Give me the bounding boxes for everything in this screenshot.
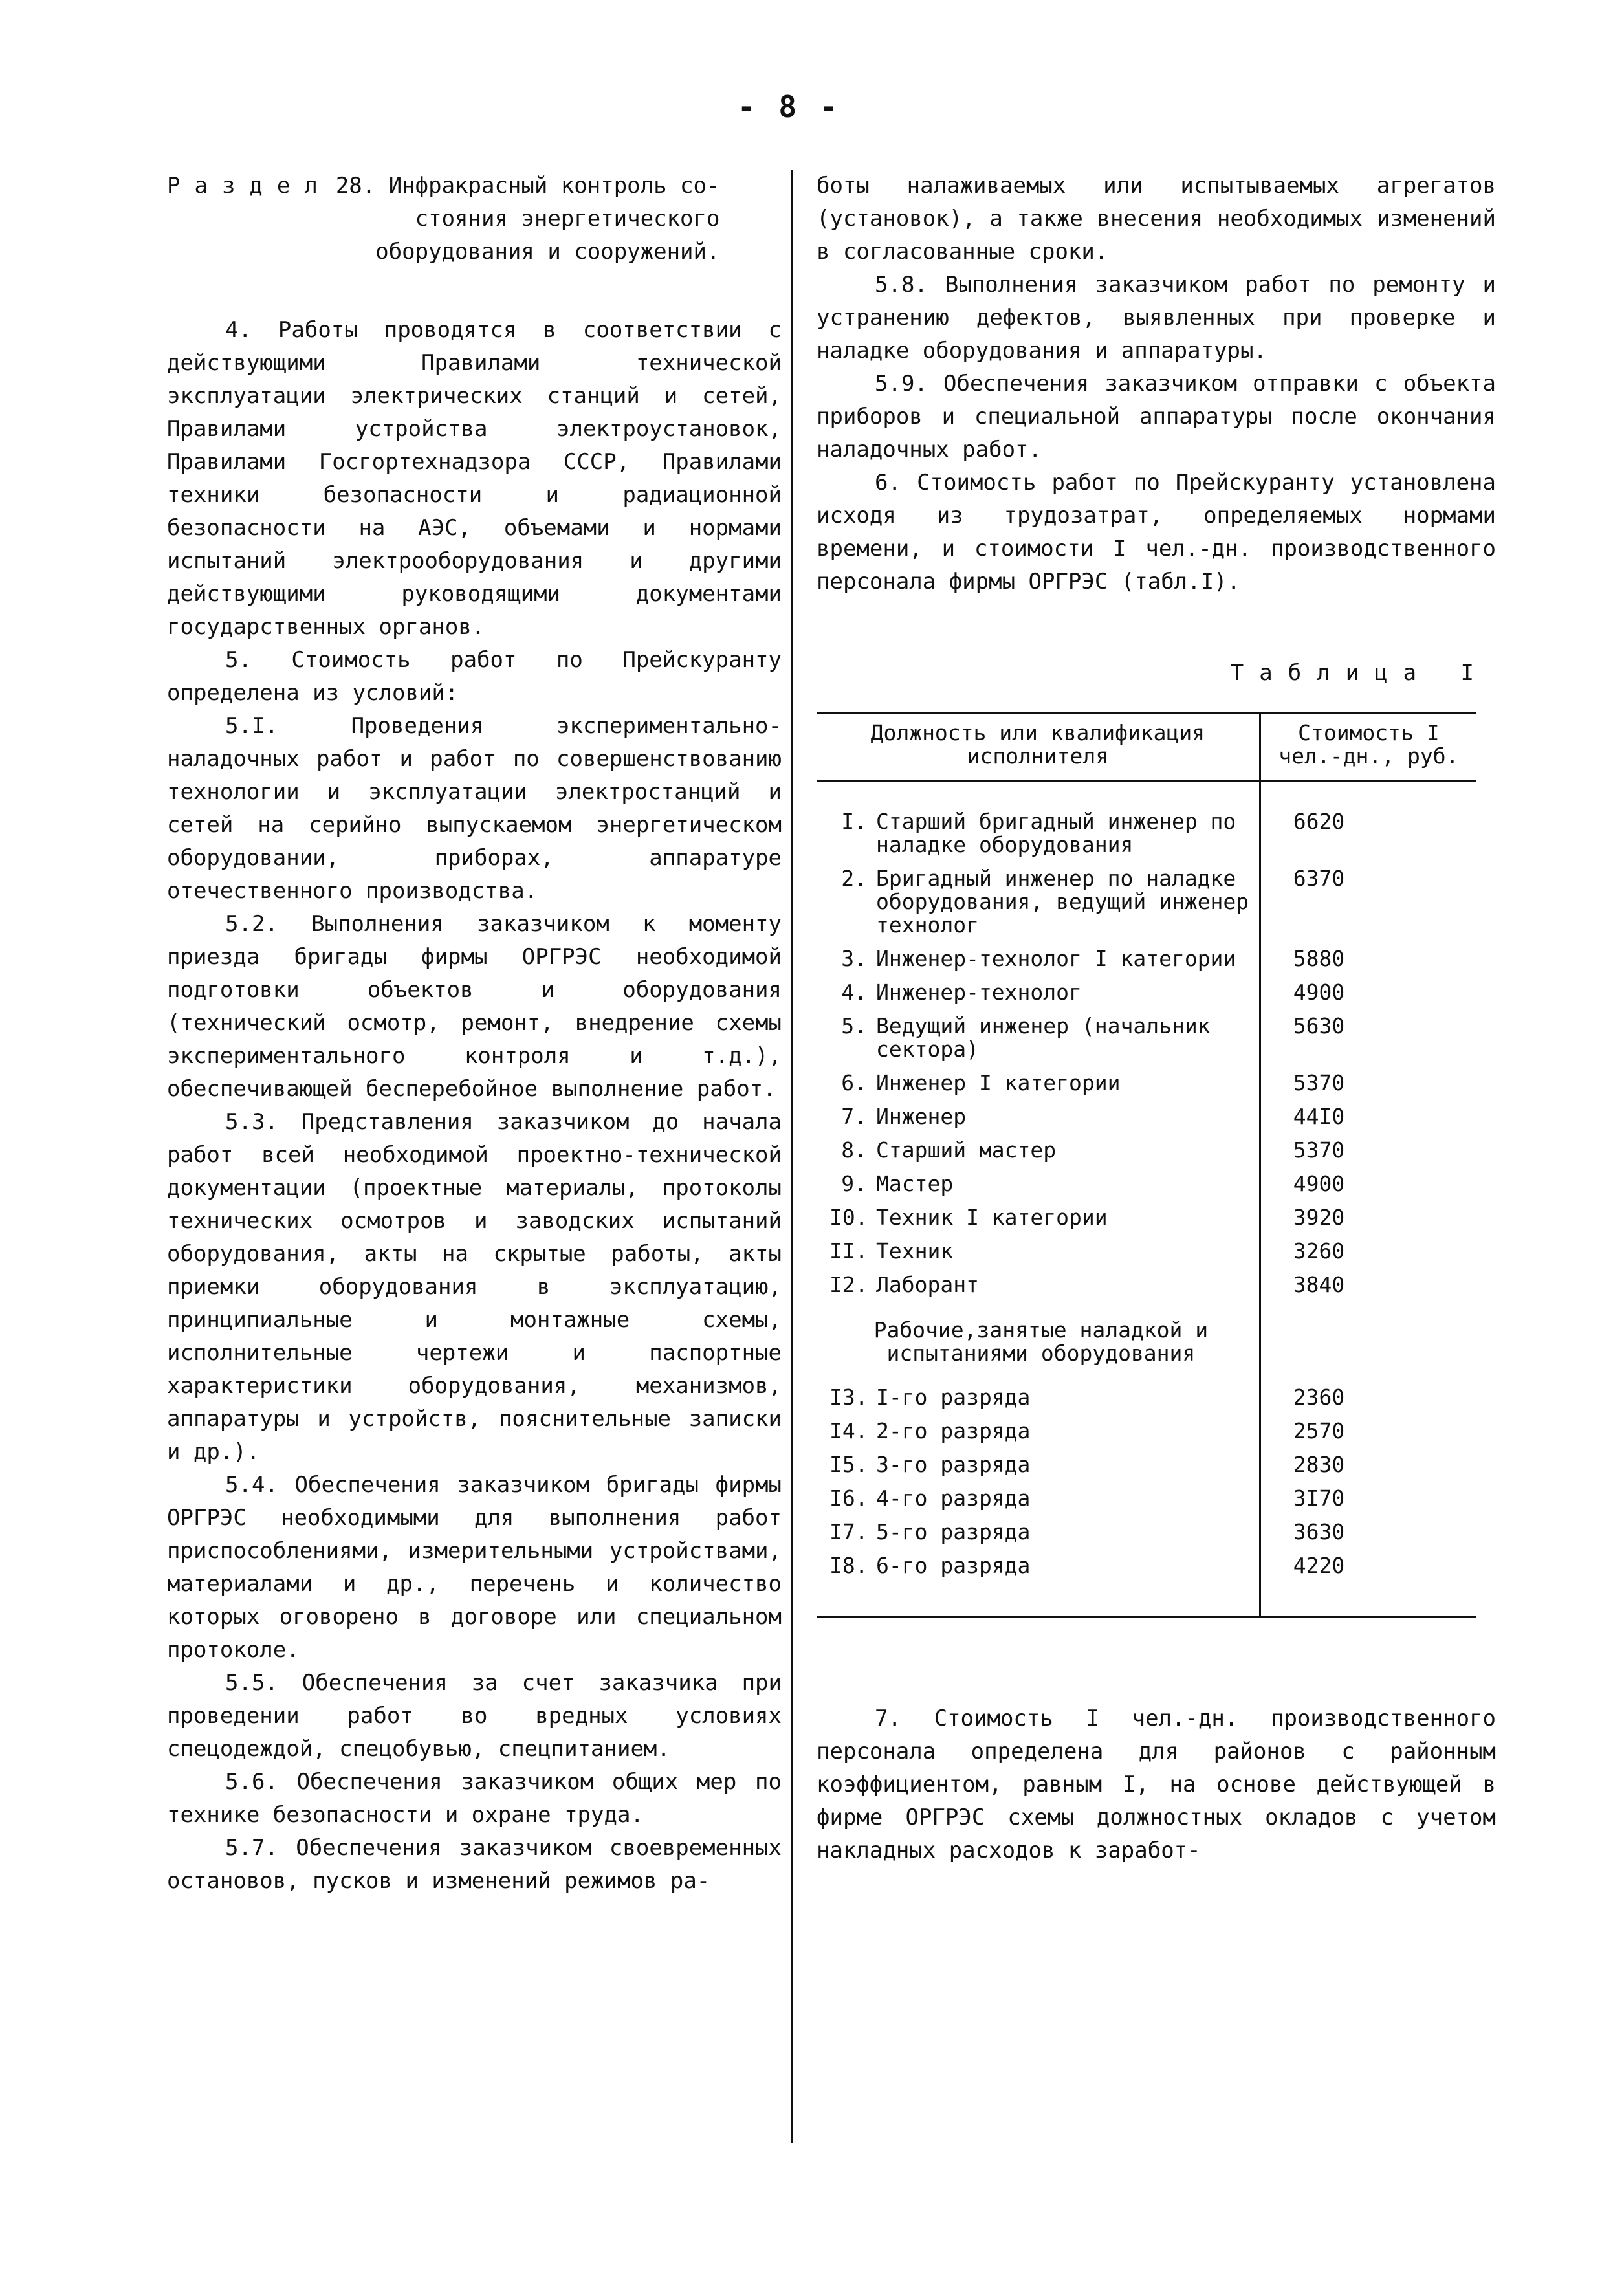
row-title: Техник bbox=[876, 1238, 954, 1264]
row-cost: 44I0 bbox=[1293, 1104, 1345, 1129]
row-title: Инженер-технолог bbox=[876, 980, 1082, 1005]
row-cost: 3I70 bbox=[1293, 1486, 1345, 1511]
paragraph-5-7: 5.7. Обеспечения заказчиком своевременных остановов, пусков и изменений режимов ра- bbox=[167, 1835, 782, 1894]
paragraph-5-1: 5.I. Проведения экспериментально-наладочных работ и работ по совершенствованию технологии и эксплуатации электростанций и сетей на серийно выпускаемом энергетическом оборудовании, приборах, аппаратуре отечественного производства. bbox=[167, 713, 782, 904]
row-number: 8. bbox=[841, 1137, 867, 1163]
group-label: Рабочие,занятые наладкой и испытаниями оборудования bbox=[817, 1302, 1260, 1381]
row-number: I. bbox=[841, 809, 867, 834]
row-cost: 2830 bbox=[1293, 1452, 1345, 1477]
row-title: 3-го разряда bbox=[876, 1452, 1031, 1477]
table-row bbox=[817, 1066, 1476, 1100]
row-title: Инженер bbox=[876, 1104, 967, 1129]
table-row bbox=[817, 1414, 1476, 1448]
row-number: 7. bbox=[841, 1104, 867, 1129]
row-number: II. bbox=[829, 1238, 868, 1264]
row-number: I0. bbox=[829, 1205, 868, 1230]
row-title: Техник I категории bbox=[876, 1205, 1108, 1230]
row-title: 4-го разряда bbox=[876, 1486, 1031, 1511]
row-cost: 3630 bbox=[1293, 1519, 1345, 1544]
table-row bbox=[817, 862, 1476, 942]
row-number: I7. bbox=[829, 1519, 868, 1544]
table-row bbox=[817, 1448, 1476, 1482]
row-number: 2. bbox=[841, 866, 867, 891]
row-cost: 6620 bbox=[1293, 809, 1345, 834]
section-label: Раздел bbox=[167, 173, 332, 199]
right-column bbox=[817, 170, 1496, 1867]
row-number: 4. bbox=[841, 980, 867, 1005]
row-cost: 4900 bbox=[1293, 1171, 1345, 1196]
row-title: Ведущий инженер (начальник сектора) bbox=[876, 1013, 1211, 1062]
paragraph-5-9: 5.9. Обеспечения заказчиком отправки с объекта приборов и специальной аппаратуры после окончания наладочных работ. bbox=[817, 371, 1496, 463]
row-cost: 5370 bbox=[1293, 1137, 1345, 1163]
paragraph-5-3: 5.3. Представления заказчиком до начала работ всей необходимой проектно-технической документации (проектные материалы, протоколы технических осмотров и заводских испытаний оборудования, акты на скрытые работы, акты приемки оборудования в эксплуатацию, принципиальные и монтажные схемы, исполнительные чертежи и паспортные характеристики оборудования, механизмов, аппаратуры и устройств, пояснительные записки и др.). bbox=[167, 1109, 782, 1465]
rates-table bbox=[817, 712, 1476, 1618]
section-title-line1: 28. Инфракрасный контроль со- bbox=[335, 173, 720, 199]
table-row bbox=[817, 1381, 1476, 1414]
table-row bbox=[817, 1009, 1476, 1066]
row-cost: 3260 bbox=[1293, 1238, 1345, 1264]
row-number: I2. bbox=[829, 1272, 868, 1297]
row-number: 5. bbox=[841, 1013, 867, 1038]
table-row bbox=[817, 1100, 1476, 1134]
paragraph-5-5: 5.5. Обеспечения за счет заказчика при проведении работ во вредных условиях спецодеждой, спецобувью, спецпитанием. bbox=[167, 1670, 782, 1762]
row-cost: 3840 bbox=[1293, 1272, 1345, 1297]
row-number: 9. bbox=[841, 1171, 867, 1196]
row-cost: 2360 bbox=[1293, 1385, 1345, 1410]
table-row bbox=[817, 1167, 1476, 1201]
row-title: Лаборант bbox=[876, 1272, 979, 1297]
row-title: 6-го разряда bbox=[876, 1553, 1031, 1578]
table-caption: Таблица I bbox=[1230, 660, 1489, 686]
table-row bbox=[817, 1549, 1476, 1618]
header-cost: Стоимость I чел.-дн., руб. bbox=[1278, 720, 1459, 769]
table-row bbox=[817, 942, 1476, 976]
row-cost: 5630 bbox=[1293, 1013, 1345, 1038]
table-group-row bbox=[817, 1302, 1476, 1381]
paragraph-5: 5. Стоимость работ по Прейскуранту определена из условий: bbox=[167, 647, 782, 706]
table-row bbox=[817, 976, 1476, 1009]
paragraph-5-6: 5.6. Обеспечения заказчиком общих мер по технике безопасности и охране труда. bbox=[167, 1769, 782, 1828]
row-cost: 3920 bbox=[1293, 1205, 1345, 1230]
paragraph-5-7-cont: боты налаживаемых или испытываемых агрегатов (установок), а также внесения необходимых изменений в согласованные сроки. bbox=[817, 173, 1496, 265]
row-number: I5. bbox=[829, 1452, 868, 1477]
section-title-line2: стояния энергетического bbox=[415, 206, 720, 232]
row-cost: 5880 bbox=[1293, 946, 1345, 971]
table-row bbox=[817, 1134, 1476, 1167]
table-row bbox=[817, 1268, 1476, 1302]
row-cost: 4900 bbox=[1293, 980, 1345, 1005]
row-cost: 6370 bbox=[1293, 866, 1345, 891]
row-title: I-го разряда bbox=[876, 1385, 1031, 1410]
paragraph-4: 4. Работы проводятся в соответствии с действующими Правилами технической эксплуатации электрических станций и сетей, Правилами устройства электроустановок, Правилами Госгортехнадзора СССР, Правилами техники безопасности и радиационной безопасности на АЭС, объемами и нормами испытаний электрооборудования и другими действующими руководящими документами государственных органов. bbox=[167, 317, 782, 640]
section-title bbox=[336, 170, 720, 269]
row-cost: 4220 bbox=[1293, 1553, 1345, 1578]
row-number: I4. bbox=[829, 1418, 868, 1443]
row-number: I8. bbox=[829, 1553, 868, 1578]
paragraph-6: 6. Стоимость работ по Прейскуранту установлена исходя из трудозатрат, определяемых нормами времени, и стоимости I чел.-дн. производственного персонала фирмы ОРГРЭС (табл.I). bbox=[817, 470, 1496, 595]
row-title: Бригадный инженер по наладке оборудования, ведущий инженер технолог bbox=[876, 866, 1249, 938]
row-title: 2-го разряда bbox=[876, 1418, 1031, 1443]
row-number: 6. bbox=[841, 1070, 867, 1095]
row-title: 5-го разряда bbox=[876, 1519, 1031, 1544]
table-header-row bbox=[817, 713, 1476, 781]
row-title: Старший мастер bbox=[876, 1137, 1057, 1163]
row-number: I3. bbox=[829, 1385, 868, 1410]
table-row bbox=[817, 1482, 1476, 1515]
paragraph-5-8: 5.8. Выполнения заказчиком работ по ремонту и устранению дефектов, выявленных при проверке и наладке оборудования и аппаратуры. bbox=[817, 272, 1496, 364]
paragraph-5-2: 5.2. Выполнения заказчиком к моменту приезда бригады фирмы ОРГРЭС необходимой подготовки объектов и оборудования (технический осмотр, ремонт, внедрение схемы экспериментального контроля и т.д.), обеспечивающей бесперебойное выполнение работ. bbox=[167, 911, 782, 1102]
row-cost: 5370 bbox=[1293, 1070, 1345, 1095]
table-row bbox=[817, 1234, 1476, 1268]
section-heading bbox=[167, 170, 782, 269]
left-column bbox=[167, 170, 782, 1898]
paragraph-7: 7. Стоимость I чел.-дн. производственного персонала определена для районов с районным коэффициентом, равным I, на основе действующей в фирме ОРГРЭС схемы должностных окладов с учетом накладных расходов к заработ- bbox=[817, 1706, 1496, 1863]
row-title: Инженер I категории bbox=[876, 1070, 1121, 1095]
section-title-line3: оборудования и сооружений. bbox=[375, 239, 720, 265]
row-number: I6. bbox=[829, 1486, 868, 1511]
row-title: Мастер bbox=[876, 1171, 954, 1196]
paragraph-5-4: 5.4. Обеспечения заказчиком бригады фирмы ОРГРЭС необходимыми для выполнения работ приспособлениями, измерительными устройствами, материалами и др., перечень и количество которых оговорено в договоре или специальном протоколе. bbox=[167, 1472, 782, 1663]
row-title: Инженер-технолог I категории bbox=[876, 946, 1236, 971]
table-row bbox=[817, 781, 1476, 862]
table-row bbox=[817, 1515, 1476, 1549]
page-number: - 8 - bbox=[738, 89, 840, 124]
row-number: 3. bbox=[841, 946, 867, 971]
table-row bbox=[817, 1201, 1476, 1234]
column-divider bbox=[791, 170, 793, 2143]
header-position: Должность или квалификация исполнителя bbox=[817, 713, 1260, 781]
row-cost: 2570 bbox=[1293, 1418, 1345, 1443]
row-title: Старший бригадный инженер по наладке оборудования bbox=[876, 809, 1236, 857]
